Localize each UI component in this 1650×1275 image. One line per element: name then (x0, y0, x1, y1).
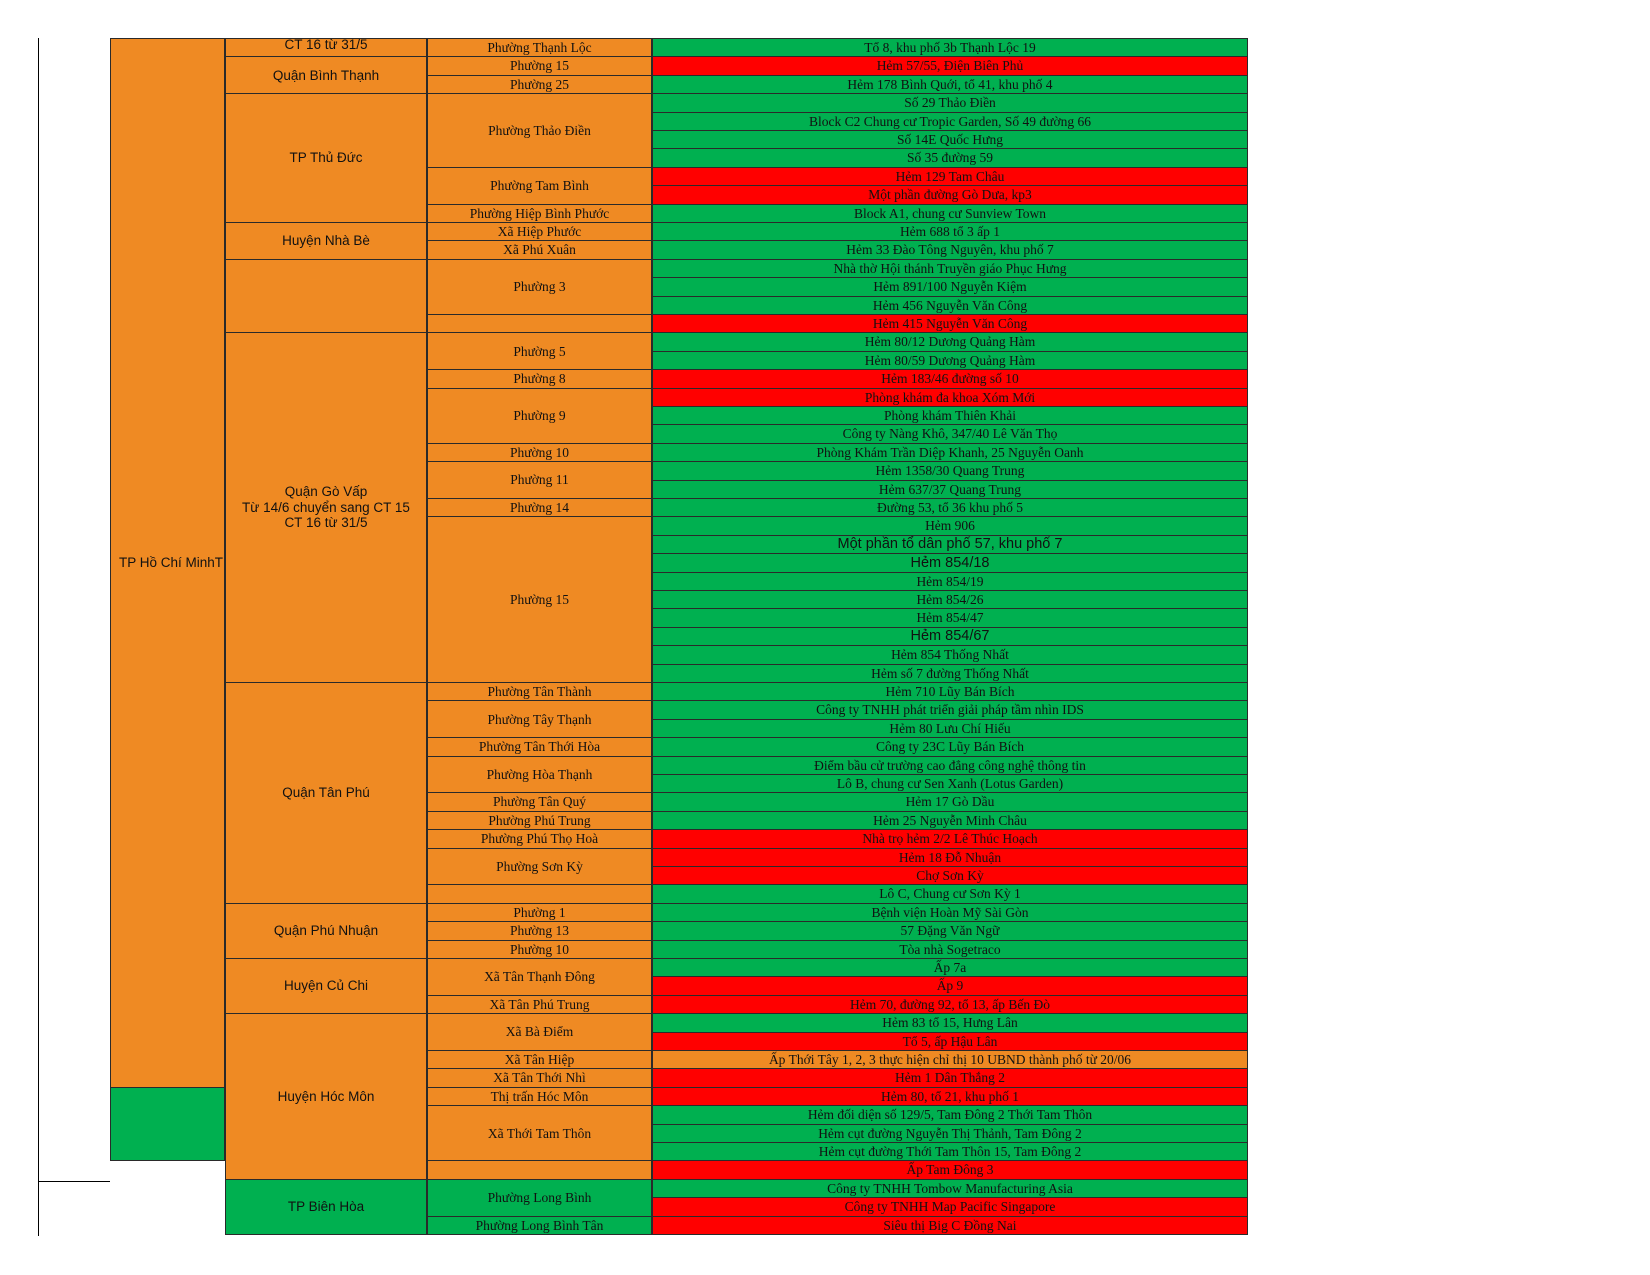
district-cell-text: Quận Gò Vấp Từ 14/6 chuyển sang CT 15 CT 16 từ 31/5 (242, 484, 410, 531)
location-row (652, 167, 1248, 186)
ward-cell (427, 93, 652, 168)
location-row-text: Hẻm 70, đường 92, tổ 13, ấp Bến Đò (849, 996, 1051, 1012)
ward-cell (427, 443, 652, 462)
location-row-text: Hẻm 129 Tam Châu (895, 168, 1005, 184)
location-row-text: Hẻm 456 Nguyễn Văn Công (872, 297, 1028, 313)
location-row (652, 572, 1248, 591)
location-row (652, 1216, 1248, 1235)
location-row-text: Hẻm 637/37 Quang Trung (878, 481, 1022, 497)
ward-cell (427, 1216, 652, 1235)
ward-cell-text: Phường 8 (513, 371, 566, 387)
location-row (652, 1105, 1248, 1124)
district-cell-text: CT 16 từ 31/5 (284, 38, 368, 52)
ward-cell (427, 792, 652, 811)
ward-cell (427, 756, 652, 794)
location-row-text: Ấp 9 (936, 978, 964, 994)
location-row (652, 903, 1248, 922)
location-row-text: Hẻm 1358/30 Quang Trung (875, 463, 1025, 479)
ward-cell (427, 811, 652, 830)
location-row-text: Tổ 5, ấp Hậu Lân (902, 1033, 998, 1049)
section-divider-line (38, 1181, 110, 1182)
location-row (652, 737, 1248, 756)
location-row-text: Hẻm 83 tổ 15, Hưng Lân (882, 1015, 1018, 1031)
ward-cell (427, 1068, 652, 1087)
location-row (652, 995, 1248, 1014)
location-row-text: Tòa nhà Sogetraco (899, 941, 1001, 957)
location-row-text: Công ty 23C Lũy Bán Bích (875, 739, 1025, 755)
ward-cell-text: Phường Phú Thọ Hoà (480, 831, 599, 847)
location-row (652, 185, 1248, 204)
location-row-text: Lô C, Chung cư Sơn Kỳ 1 (879, 886, 1021, 902)
location-row (652, 296, 1248, 315)
location-row (652, 848, 1248, 867)
ward-cell-text: Phường Tân Thới Hòa (478, 739, 601, 755)
location-row-text: Số 14E Quốc Hưng (897, 131, 1003, 147)
location-row-text: Hẻm 33 Đào Tông Nguyên, khu phố 7 (846, 242, 1054, 258)
ward-cell (427, 940, 652, 959)
district-cell-text: Huyện Hóc Môn (277, 1088, 375, 1104)
ward-cell (427, 167, 652, 205)
location-row-text: Hẻm 854/47 (916, 610, 984, 626)
location-row-text: Hẻm 183/46 đường số 10 (881, 371, 1019, 387)
location-row-text: Hẻm 1 Dân Thắng 2 (895, 1070, 1005, 1086)
district-cell (225, 38, 427, 57)
location-row-text: Số 29 Thảo Điền (904, 95, 996, 111)
ward-cell (427, 1087, 652, 1106)
province-cell (110, 38, 225, 1088)
location-row (652, 332, 1248, 351)
ward-cell-text: Phường Hiệp Bình Phước (469, 205, 610, 221)
location-row-text: Hẻm 710 Lũy Bán Bích (885, 683, 1015, 699)
ward-cell (427, 921, 652, 940)
district-cell-text: Huyện Nhà Bè (282, 233, 370, 249)
ward-cell (427, 222, 652, 241)
location-row (652, 240, 1248, 259)
district-cell (225, 259, 427, 334)
ward-cell (427, 369, 652, 388)
location-row-text: Hẻm 80/59 Dương Quảng Hàm (864, 352, 1036, 368)
location-row (652, 608, 1248, 627)
location-row-text: Hẻm 854/18 (910, 554, 990, 571)
location-row (652, 976, 1248, 995)
location-row-text: Block C2 Chung cư Tropic Garden, Số 49 đường 66 (808, 113, 1092, 129)
location-row-text: Công ty Nàng Khô, 347/40 Lê Văn Thọ (842, 426, 1058, 442)
ward-cell-text: Phường Long Bình Tân (475, 1217, 604, 1233)
ward-cell-text: Phường Sơn Kỳ (496, 858, 583, 874)
ward-cell (427, 1179, 652, 1217)
location-row-text: Hẻm 415 Nguyễn Văn Công (872, 315, 1028, 331)
location-row (652, 75, 1248, 94)
location-row-text: Hẻm 80, tổ 21, khu phố 1 (881, 1088, 1019, 1104)
ward-cell-text: Phường 15 (509, 591, 570, 607)
ward-cell (427, 314, 652, 333)
district-cell (225, 332, 427, 683)
location-row (652, 682, 1248, 701)
location-row-text: Công ty TNHH phát triển giải pháp tầm nhìn IDS (816, 702, 1084, 718)
ward-cell-text: Thị trấn Hóc Môn (490, 1088, 589, 1104)
location-row (652, 664, 1248, 683)
location-row (652, 498, 1248, 517)
location-row-text: Hẻm 854/19 (916, 573, 984, 589)
ward-cell (427, 829, 652, 848)
location-row-text: Chợ Sơn Kỳ (916, 867, 984, 883)
location-row (652, 369, 1248, 388)
ward-cell-text: Phường Hòa Thạnh (486, 766, 593, 782)
location-row-text: Điểm bầu cử trường cao đẳng công nghệ thông tin (814, 757, 1086, 773)
district-cell-text: Quận Bình Thạnh (272, 67, 380, 83)
location-row (652, 921, 1248, 940)
district-cell (225, 222, 427, 260)
ward-cell-text: Xã Tân Thới Nhì (493, 1070, 586, 1086)
location-row-text: Hẻm 17 Gò Dầu (905, 794, 995, 810)
location-row-text: Hẻm 25 Nguyễn Minh Châu (873, 812, 1027, 828)
ward-cell-text: Phường 11 (510, 472, 569, 488)
province-cell (110, 1087, 225, 1162)
district-cell-text: Quận Tân Phú (282, 785, 370, 801)
location-row-text: Hẻm 18 Đỗ Nhuận (898, 849, 1002, 865)
ward-cell (427, 995, 652, 1014)
location-row (652, 1160, 1248, 1179)
ward-cell (427, 516, 652, 683)
location-row-text: Hẻm cụt đường Thới Tam Thôn 15, Tam Đông 2 (818, 1143, 1082, 1159)
location-row (652, 204, 1248, 223)
location-row-text: Block A1, chung cư Sunview Town (853, 205, 1047, 221)
location-row (652, 590, 1248, 609)
ward-cell-text: Phường 3 (513, 279, 566, 295)
district-cell-text: Huyện Củ Chi (283, 978, 369, 994)
location-row (652, 516, 1248, 535)
location-row (652, 480, 1248, 499)
location-row (652, 811, 1248, 830)
ward-cell (427, 388, 652, 444)
ward-cell-text: Phường 10 (509, 941, 570, 957)
location-row-text: Công ty TNHH Tombow Manufacturing Asia (827, 1180, 1073, 1196)
province-cell-text: TP Hồ Chí MinhT (119, 555, 224, 571)
location-row-text: 57 Đặng Văn Ngữ (900, 923, 1000, 939)
location-row-text: Nhà thờ Hội thánh Truyền giáo Phục Hưng (833, 260, 1067, 276)
district-cell (225, 682, 427, 904)
location-row-text: Công ty TNHH Map Pacific Singapore (844, 1199, 1056, 1215)
location-row-text: Hẻm 80 Lưu Chí Hiếu (889, 720, 1011, 736)
ward-cell (427, 498, 652, 517)
ward-cell-text: Phường Tây Thạnh (487, 711, 592, 727)
location-row-text: Nhà trọ hẻm 2/2 Lê Thúc Hoạch (862, 831, 1038, 847)
location-row-text: Hẻm 178 Bình Quới, tổ 41, khu phố 4 (847, 76, 1053, 92)
ward-cell-text: Phường 14 (509, 499, 570, 515)
ward-cell-text: Phường Long Bình (487, 1189, 592, 1205)
ward-cell-text: Phường Thạnh Lộc (487, 39, 592, 55)
location-row (652, 1087, 1248, 1106)
ward-cell (427, 461, 652, 499)
ward-cell-text: Phường Tân Quý (493, 794, 586, 810)
location-row-text: Hẻm 891/100 Nguyễn Kiệm (873, 279, 1027, 295)
location-row-text: Tổ 8, khu phố 3b Thạnh Lộc 19 (864, 39, 1036, 55)
location-row-text: Ấp Tam Đông 3 (906, 1162, 994, 1178)
ward-cell-text: Phường Thảo Điền (488, 122, 591, 138)
location-row-text: Hẻm đối diện số 129/5, Tam Đông 2 Thới Tam Thôn (807, 1107, 1093, 1123)
location-row (652, 1068, 1248, 1087)
location-row-text: Hẻm số 7 đường Thống Nhất (871, 665, 1029, 681)
location-row (652, 93, 1248, 112)
location-row (652, 277, 1248, 296)
location-row (652, 148, 1248, 167)
ward-cell (427, 204, 652, 223)
location-row (652, 535, 1248, 554)
ward-cell-text: Xã Thới Tam Thôn (487, 1125, 592, 1141)
ward-cell (427, 700, 652, 738)
district-cell (225, 1179, 427, 1235)
location-row-text: Hẻm cụt đường Nguyễn Thị Thảnh, Tam Đông 2 (818, 1125, 1082, 1141)
ward-cell-text: Phường Phú Trung (488, 812, 591, 828)
location-row-text: Một phần đường Gò Dưa, kp3 (868, 187, 1032, 203)
ward-cell-text: Phường Tam Bình (490, 177, 589, 193)
location-row (652, 958, 1248, 977)
location-row (652, 645, 1248, 664)
location-row-text: Lô B, chung cư Sen Xanh (Lotus Garden) (836, 775, 1064, 791)
left-border-line (38, 38, 39, 1236)
ward-cell-text: Phường 5 (513, 343, 566, 359)
location-row (652, 130, 1248, 149)
location-row-text: Hẻm 854/67 (910, 628, 990, 645)
location-row (652, 940, 1248, 959)
location-row (652, 627, 1248, 646)
ward-cell (427, 56, 652, 75)
ward-cell (427, 884, 652, 903)
location-row (652, 774, 1248, 793)
ward-cell (427, 75, 652, 94)
ward-cell (427, 737, 652, 756)
ward-cell-text: Xã Tân Hiệp (504, 1051, 575, 1067)
location-row-text: Bệnh viện Hoàn Mỹ Sài Gòn (871, 904, 1029, 920)
district-cell (225, 56, 427, 94)
location-row (652, 56, 1248, 75)
ward-cell-text: Phường 1 (513, 904, 566, 920)
ward-cell (427, 259, 652, 315)
location-row (652, 1013, 1248, 1032)
district-cell-text: TP Biên Hòa (287, 1199, 365, 1215)
ward-cell (427, 240, 652, 259)
ward-cell-text: Xã Tân Thạnh Đông (484, 969, 595, 985)
district-cell (225, 1013, 427, 1180)
location-row (652, 792, 1248, 811)
ward-cell-text: Xã Phú Xuân (503, 242, 576, 258)
location-row-text: Hẻm 80/12 Dương Quảng Hàm (864, 334, 1036, 350)
location-row-text: Ấp Thới Tây 1, 2, 3 thực hiện chỉ thị 10 UBND thành phố từ 20/06 (768, 1051, 1132, 1067)
ward-cell (427, 682, 652, 701)
location-row (652, 1124, 1248, 1143)
location-row (652, 756, 1248, 775)
ward-cell-text: Phường 9 (513, 407, 566, 423)
location-row-text: Hẻm 57/55, Điện Biên Phủ (876, 58, 1024, 74)
location-row-text: Số 35 đường 59 (906, 150, 994, 166)
location-row (652, 866, 1248, 885)
location-row (652, 351, 1248, 370)
ward-cell (427, 38, 652, 57)
ward-cell-text: Xã Bà Điểm (505, 1024, 574, 1040)
ward-cell (427, 1105, 652, 1161)
location-row (652, 700, 1248, 719)
location-row (652, 1032, 1248, 1051)
location-row (652, 388, 1248, 407)
location-row-text: Phòng khám Thiên Khải (883, 407, 1017, 423)
location-row (652, 1050, 1248, 1069)
district-cell (225, 903, 427, 959)
location-row (652, 259, 1248, 278)
location-row (652, 461, 1248, 480)
ward-cell (427, 332, 652, 370)
ward-cell (427, 1050, 652, 1069)
ward-cell (427, 848, 652, 886)
location-row (652, 443, 1248, 462)
location-row-text: Một phần tổ dân phố 57, khu phố 7 (837, 536, 1063, 553)
ward-cell-text: Phường 13 (509, 923, 570, 939)
district-cell (225, 93, 427, 223)
location-row-text: Phòng Khám Trần Diệp Khanh, 25 Nguyễn Oanh (816, 444, 1084, 460)
ward-cell (427, 958, 652, 996)
ward-cell-text: Xã Tân Phú Trung (489, 996, 590, 1012)
ward-cell (427, 1160, 652, 1179)
location-row (652, 1142, 1248, 1161)
location-row (652, 1197, 1248, 1216)
location-row (652, 884, 1248, 903)
ward-cell-text: Phường 10 (509, 444, 570, 460)
location-row (652, 1179, 1248, 1198)
location-row (652, 829, 1248, 848)
location-row-text: Hẻm 906 (925, 518, 975, 534)
location-row-text: Hẻm 854/26 (916, 591, 984, 607)
ward-cell-text: Xã Hiệp Phước (497, 223, 582, 239)
location-row (652, 406, 1248, 425)
ward-cell (427, 903, 652, 922)
location-row-text: Hẻm 854 Thống Nhất (891, 647, 1009, 663)
ward-cell (427, 1013, 652, 1051)
location-row-text: Phòng khám đa khoa Xóm Mới (864, 389, 1036, 405)
location-row-text: Hẻm 688 tổ 3 ấp 1 (899, 223, 1001, 239)
ward-cell-text: Phường Tân Thành (487, 683, 592, 699)
ward-cell-text: Phường 25 (509, 76, 570, 92)
location-row-text: Siêu thị Big C Đồng Nai (883, 1217, 1017, 1233)
location-row (652, 314, 1248, 333)
location-row (652, 222, 1248, 241)
location-row (652, 112, 1248, 131)
district-cell-text: Quận Phú Nhuận (273, 923, 379, 939)
location-row (652, 38, 1248, 57)
location-row-text: Đường 53, tổ 36 khu phố 5 (876, 499, 1024, 515)
district-cell (225, 958, 427, 1014)
location-row-text: Ấp 7a (933, 959, 967, 975)
location-row (652, 719, 1248, 738)
ward-cell-text: Phường 15 (509, 58, 570, 74)
location-row (652, 553, 1248, 572)
location-row (652, 424, 1248, 443)
district-cell-text: TP Thủ Đức (289, 150, 363, 166)
